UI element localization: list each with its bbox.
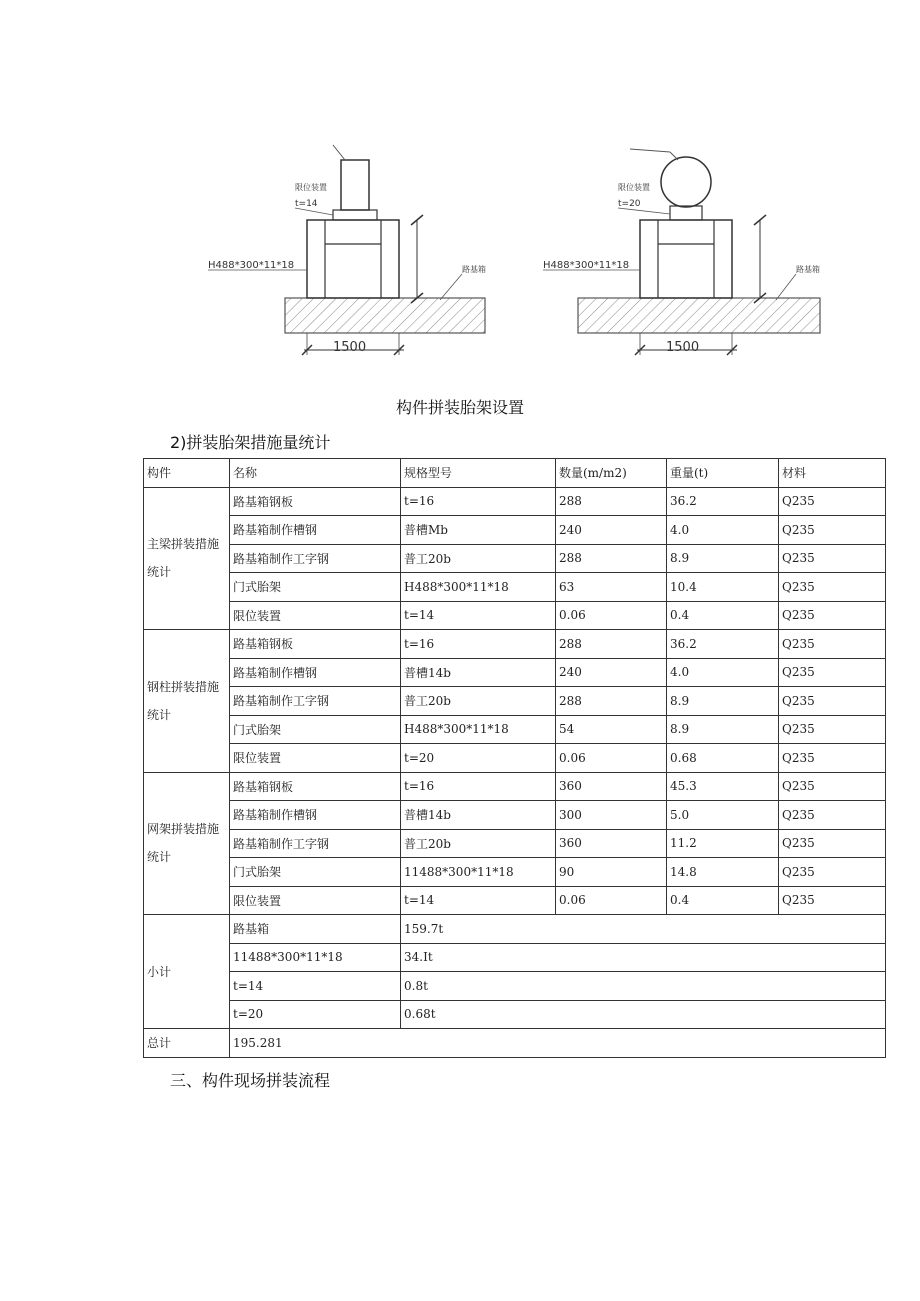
left-dimension: 1500 [333, 340, 367, 355]
subtotal-item: 路基箱 [230, 915, 401, 944]
table-cell: t=16 [401, 772, 556, 801]
jig-statistics-table [143, 458, 886, 1058]
table-row [144, 801, 886, 830]
table-row [144, 829, 886, 858]
table-row [144, 630, 886, 659]
table-cell: 14.8 [667, 858, 779, 887]
table-cell: 63 [556, 573, 667, 602]
subtotal-value: 159.7t [401, 915, 886, 944]
table-row [144, 573, 886, 602]
subtotal-row [144, 943, 886, 972]
table-cell: 360 [556, 829, 667, 858]
section-title: 2)拼装胎架措施量统计 [170, 433, 331, 452]
subtotal-label: 小计 [144, 915, 230, 1029]
header-cell: 构件 [144, 459, 230, 488]
table-cell: 5.0 [667, 801, 779, 830]
table-cell: 门式胎架 [230, 715, 401, 744]
table-row [144, 658, 886, 687]
table-cell: 360 [556, 772, 667, 801]
right-dimension: 1500 [666, 340, 700, 355]
header-cell: 名称 [230, 459, 401, 488]
group-label: 网架拼装措施统计 [144, 772, 230, 915]
header-cell: 重量(t) [667, 459, 779, 488]
right-base-label: 路基箱 [796, 265, 820, 274]
table-cell: 4.0 [667, 658, 779, 687]
table-cell: 240 [556, 658, 667, 687]
table-row [144, 772, 886, 801]
table-cell: 4.0 [667, 516, 779, 545]
table-cell: Q235 [779, 744, 886, 773]
table-cell: t=14 [401, 886, 556, 915]
jig-drawings [200, 140, 900, 370]
table-cell: 门式胎架 [230, 858, 401, 887]
table-cell: 0.06 [556, 744, 667, 773]
table-cell: 0.4 [667, 886, 779, 915]
table-cell: t=16 [401, 630, 556, 659]
right-plate-thickness: t=20 [618, 199, 641, 209]
table-cell: 路基箱钢板 [230, 630, 401, 659]
table-cell: 0.06 [556, 601, 667, 630]
header-cell: 数量(m/m2) [556, 459, 667, 488]
right-pipe-member [661, 157, 711, 207]
table-cell: 288 [556, 687, 667, 716]
table-cell: t=16 [401, 487, 556, 516]
subtotal-value: 34.It [401, 943, 886, 972]
table-row [144, 744, 886, 773]
table-cell: Q235 [779, 858, 886, 887]
table-cell: t=14 [401, 601, 556, 630]
subtotal-value: 0.8t [401, 972, 886, 1001]
table-cell: Q235 [779, 772, 886, 801]
table-cell: 路基箱制作工字钢 [230, 829, 401, 858]
left-beam-label: H488*300*11*18 [208, 260, 295, 271]
table-cell: 0.4 [667, 601, 779, 630]
figure-caption: 构件拼装胎架设置 [395, 398, 524, 417]
header-cell: 规格型号 [401, 459, 556, 488]
table-cell: 288 [556, 630, 667, 659]
table-cell: 路基箱制作槽钢 [230, 801, 401, 830]
table-row [144, 687, 886, 716]
table-cell: 路基箱制作槽钢 [230, 658, 401, 687]
table-row [144, 886, 886, 915]
table-cell: 路基箱钢板 [230, 487, 401, 516]
table-cell: H488*300*11*18 [401, 715, 556, 744]
left-foundation-slab [285, 298, 485, 333]
table-cell: 288 [556, 487, 667, 516]
table-cell: Q235 [779, 687, 886, 716]
right-limit-plate [670, 206, 702, 220]
table-cell: 8.9 [667, 544, 779, 573]
left-limit-plate [333, 210, 377, 220]
subtotal-item: t=14 [230, 972, 401, 1001]
table-cell: 90 [556, 858, 667, 887]
table-cell: 45.3 [667, 772, 779, 801]
table-cell: 0.06 [556, 886, 667, 915]
table-cell: 普槽14b [401, 801, 556, 830]
group-label: 主梁拼装措施统计 [144, 487, 230, 630]
next-section-heading: 三、构件现场拼装流程 [170, 1071, 331, 1090]
left-column-member [341, 160, 369, 210]
table-row [144, 601, 886, 630]
table-cell: 普工20b [401, 544, 556, 573]
table-cell: 300 [556, 801, 667, 830]
table-cell: 路基箱制作槽钢 [230, 516, 401, 545]
table-cell: 240 [556, 516, 667, 545]
table-cell: 36.2 [667, 630, 779, 659]
header-cell: 材料 [779, 459, 886, 488]
table-cell: 门式胎架 [230, 573, 401, 602]
left-plate-label: 限位装置 [295, 183, 327, 192]
table-cell: 11.2 [667, 829, 779, 858]
table-cell: Q235 [779, 829, 886, 858]
table-cell: Q235 [779, 544, 886, 573]
table-cell: 限位装置 [230, 744, 401, 773]
left-frame-outer [307, 220, 399, 298]
table-cell: Q235 [779, 886, 886, 915]
table-cell: Q235 [779, 573, 886, 602]
table-cell: H488*300*11*18 [401, 573, 556, 602]
table-cell: 36.2 [667, 487, 779, 516]
subtotal-row [144, 972, 886, 1001]
table-cell: 限位装置 [230, 886, 401, 915]
left-plate-thickness: t=14 [295, 199, 318, 209]
right-jig-drawing [543, 149, 820, 355]
table-cell: 0.68 [667, 744, 779, 773]
right-frame-outer [640, 220, 732, 298]
subtotal-row [144, 1000, 886, 1029]
table-cell: Q235 [779, 630, 886, 659]
table-header-row [144, 459, 886, 488]
group-label: 钢柱拼装措施统计 [144, 630, 230, 773]
table-cell: 8.9 [667, 687, 779, 716]
table-body [144, 459, 886, 1058]
total-row [144, 1029, 886, 1058]
table-cell: 限位装置 [230, 601, 401, 630]
table-cell: Q235 [779, 487, 886, 516]
table-cell: 288 [556, 544, 667, 573]
table-cell: 路基箱制作工字钢 [230, 544, 401, 573]
table-cell: t=20 [401, 744, 556, 773]
table-row [144, 858, 886, 887]
table-cell: 10.4 [667, 573, 779, 602]
table-row [144, 544, 886, 573]
table-cell: Q235 [779, 516, 886, 545]
table-cell: 54 [556, 715, 667, 744]
table-cell: 11488*300*11*18 [401, 858, 556, 887]
table-cell: Q235 [779, 658, 886, 687]
table-cell: Q235 [779, 715, 886, 744]
table-cell: 路基箱钢板 [230, 772, 401, 801]
table-row [144, 715, 886, 744]
table-cell: Q235 [779, 601, 886, 630]
subtotal-item: 11488*300*11*18 [230, 943, 401, 972]
table-cell: Q235 [779, 801, 886, 830]
subtotal-value: 0.68t [401, 1000, 886, 1029]
table-cell: 普槽Mb [401, 516, 556, 545]
total-value: 195.281 [230, 1029, 886, 1058]
left-jig-drawing [208, 145, 486, 355]
subtotal-item: t=20 [230, 1000, 401, 1029]
table-row [144, 487, 886, 516]
table-cell: 路基箱制作工字钢 [230, 687, 401, 716]
subtotal-row [144, 915, 886, 944]
table-cell: 8.9 [667, 715, 779, 744]
table-row [144, 516, 886, 545]
table-cell: 普工20b [401, 687, 556, 716]
right-beam-label: H488*300*11*18 [543, 260, 630, 271]
total-label: 总计 [144, 1029, 230, 1058]
left-base-label: 路基箱 [462, 265, 486, 274]
table-cell: 普工20b [401, 829, 556, 858]
right-foundation-slab [578, 298, 820, 333]
right-plate-label: 限位装置 [618, 183, 650, 192]
table-cell: 普槽14b [401, 658, 556, 687]
